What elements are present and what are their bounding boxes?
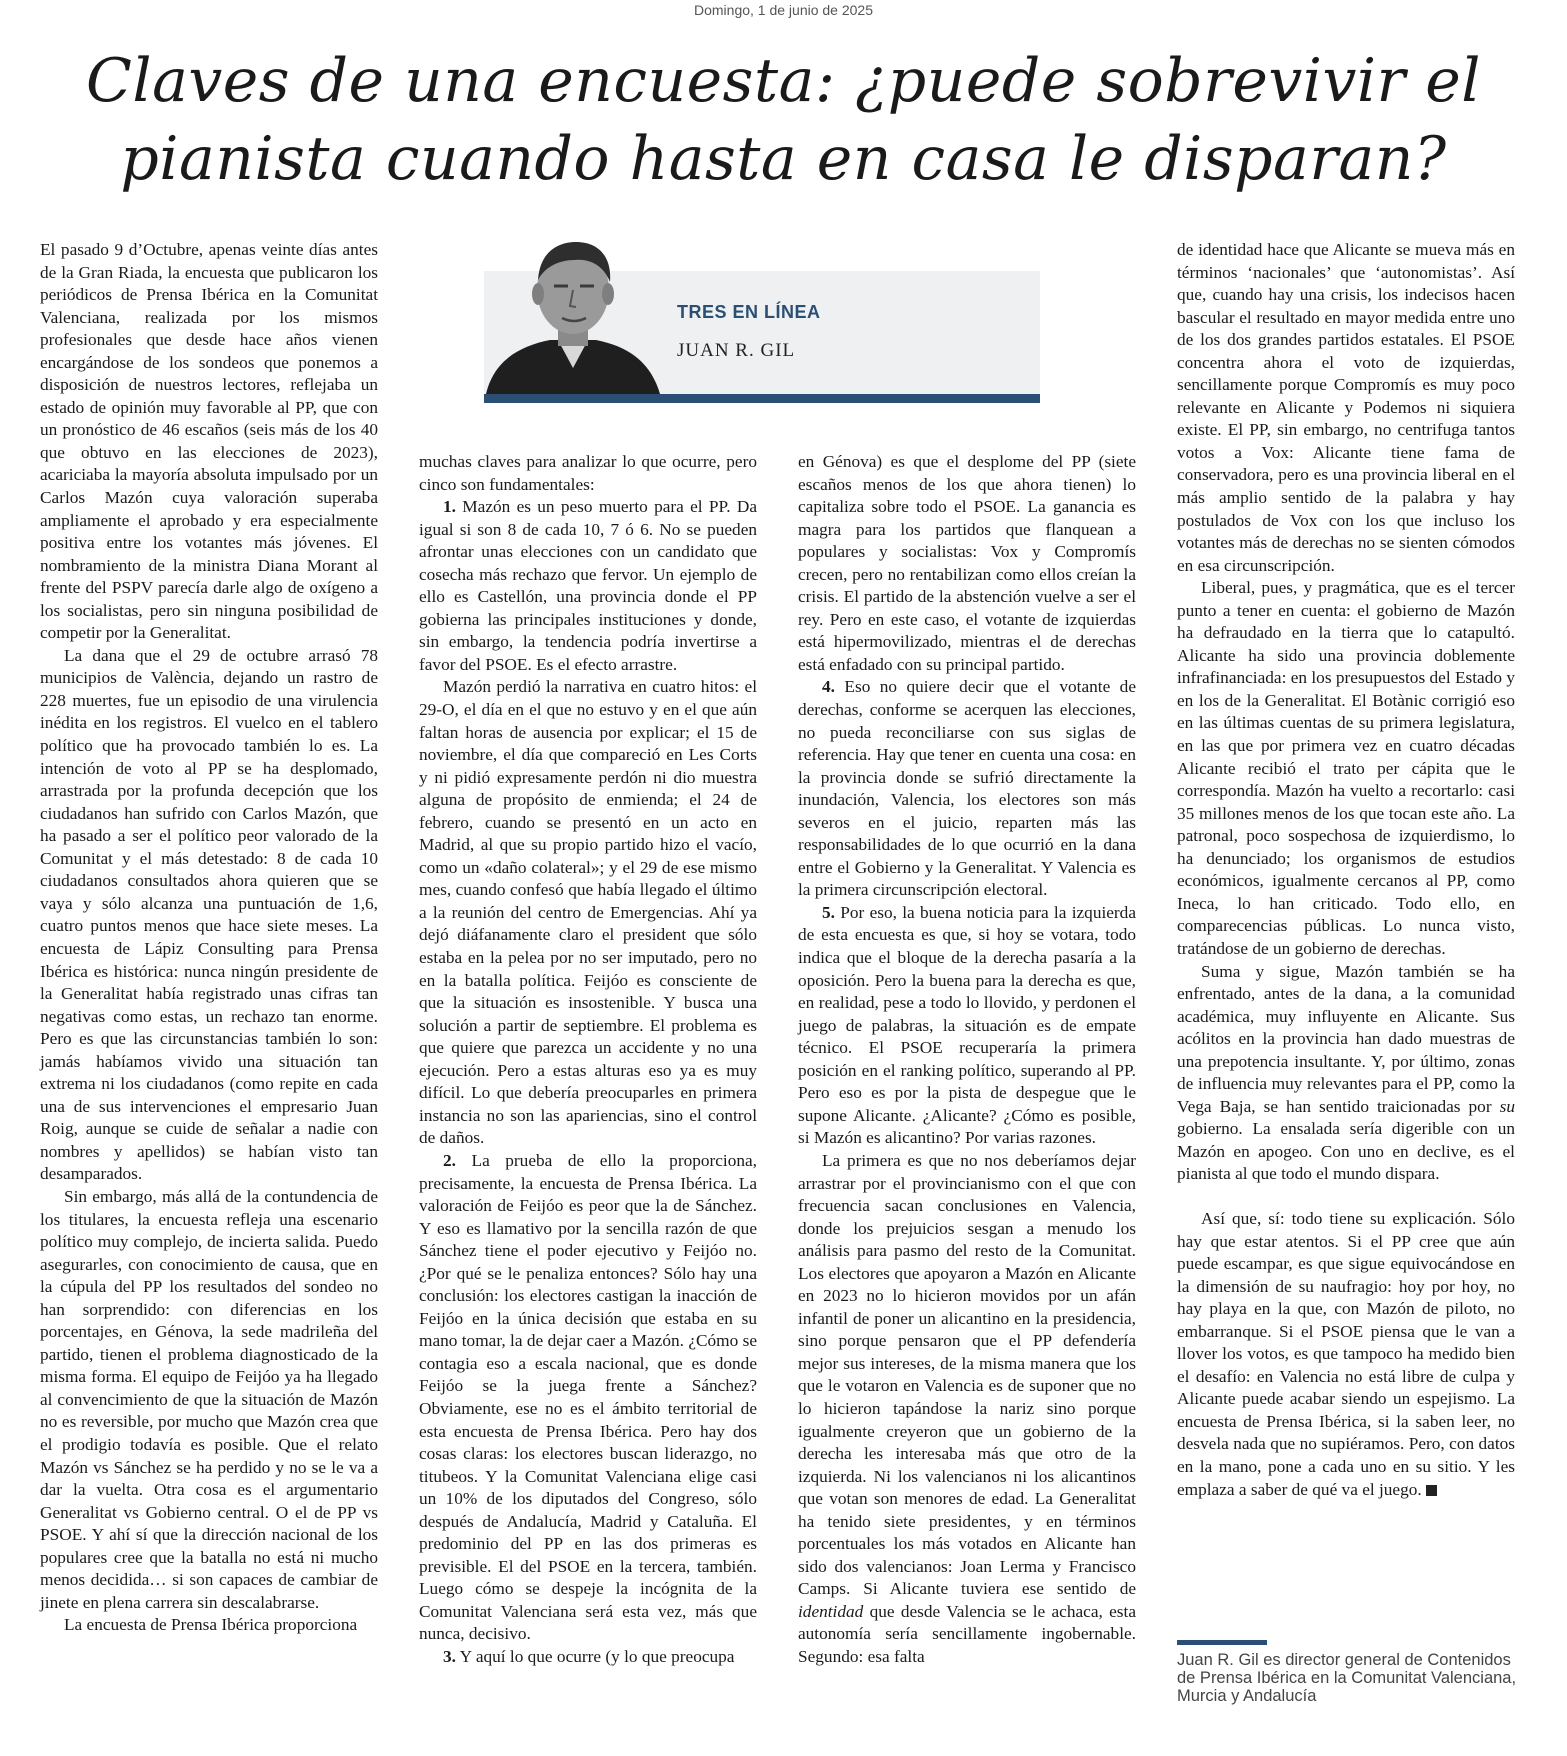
paragraph: El pasado 9 d’Octubre, apenas veinte días antes de la Gran Riada, la encuesta que publicaron los periódicos de Prensa Ibérica en la Comunitat Valenciana, realizada por los mismos profesionales que desde hace años vienen encargándose de los sondeos que ponemos a disposición de nuestros lectores, reflejaba un estado de opinión muy favorable al PP, que con un pronóstico de 46 escaños (seis más de los 40 que obtuvo en las elecciones de 2023), acariciaba la mayoría absoluta impulsado por un Carlos Mazón cuya valoración superaba ampliamente el aprobado y era especialmente positiva entre los votantes más jóvenes. El nombramiento de la ministra Diana Morant al frente del PSPV parecía darle algo de oxígeno a los socialistas, pero sin ninguna posibilidad de competir por la Generalitat. <box>40 240 378 643</box>
author-portrait <box>484 232 662 394</box>
paragraph: Sin embargo, más allá de la contundencia de los titulares, la encuesta refleja una escenario político muy complejo, de incierta salida. Puedo asegurarles, con conocimiento de causa, que en la cúpula del PP los resultados del sondeo no han sorprendido: con diferencias en los porcentajes, en Génova, la sede madrileña del partido, tienen el problema diagnosticado de la misma forma. El equipo de Feijóo ya ha llegado al convencimiento de que la situación de Mazón no es reversible, por mucho que Mazón crea que el prodigio todavía es posible. Que el relato Mazón vs Sánchez se ha perdido y no se le va a dar la vuelta. Otra cosa es el argumentario Generalitat vs Gobierno central. O el de PP vs PSOE. Y ahí sí que la dirección nacional de los populares cree que la batalla no está ni mucho menos decidida… si son capaces de cambiar de jinete en plena carrera sin descalabrarse. <box>40 1186 378 1612</box>
emphasis: su <box>1499 1096 1515 1116</box>
paragraph-text: Suma y sigue, Mazón también se ha enfrentado, antes de la dana, a la comunidad académica, muy influyente en Alicante. Sus acólitos en la provincia han dado muestras de una prepotencia insultante. Y, por último, zonas de influencia muy relevantes para el PP, como la Vega Baja, se han sentido traicionadas por <box>1177 961 1515 1116</box>
paragraph-text: La primera es que no nos deberíamos dejar arrastrar por el provincianismo con el que con frecuencia sacan conclusiones en Valencia, donde los prejuicios sesgan a menudo los análisis para pasmo del resto de la Comunitat. Los electores que apoyaron a Mazón en Alicante en 2023 no lo hicieron movidos por un afán infantil de poner un alicantino en la presidencia, sino porque pensaron que el PP defendería mejor sus intereses, de la misma manera que los que le votaron en Valencia es de suponer que no lo hicieron tapándose la nariz sino porque igualmente creyeron que un gobierno de la derecha les interesaba más que otro de la izquierda. Ni los valencianos ni los alicantinos que votan son menores de edad. La Generalitat ha tenido siete presidentes, y en términos porcentuales los más votados en Alicante han sido dos valencianos: Joan Lerma y Francisco Camps. Si Alicante tuviera ese sentido de <box>798 1150 1136 1599</box>
numbered-paragraph <box>419 1646 757 1669</box>
paragraph-text: que desde Valencia se le achaca, esta autonomía sería sencillamente ingobernable. Segundo: esa falta <box>798 1601 1136 1666</box>
article-column-4 <box>1177 239 1515 1501</box>
article-column-3 <box>798 451 1136 1669</box>
bio-rule <box>1177 1640 1267 1645</box>
point-number: 1. <box>443 497 456 517</box>
paragraph <box>1177 1208 1515 1501</box>
paragraph-text: Y aquí lo que ocurre (y lo que preocupa <box>459 1646 735 1666</box>
section-label: TRES EN LÍNEA <box>677 302 821 322</box>
paragraph: Mazón perdió la narrativa en cuatro hitos: el 29-O, el día en el que no estuvo y en el que aún faltan horas de ausencia por explicar; el 15 de noviembre, el día que compareció en Les Corts y ni pidió expresamente perdón ni dio muestra alguna de propósito de enmienda; el 24 de febrero, cuando se presentó en un acto en Madrid, al que su propio partido hizo el vacío, como un «daño colateral»; y el 29 de ese mismo mes, cuando confesó que había llegado el último a la reunión del centro de Emergencias. Ahí ya dejó diáfanamente claro el president que sólo estaba en la pelea por no ser imputado, pero no en la batalla política. Feijóo es consciente de que la situación es insostenible. Y busca una solución a partir de septiembre. El problema es que quiere que parezca un accidente y no una ejecución. Pero a estas alturas eso ya es muy difícil. Lo que debería preocuparles en primera instancia no son las apariencias, sino el control de daños. <box>419 677 757 1148</box>
paragraph-text: La prueba de ello la proporciona, precisamente, la encuesta de Prensa Ibérica. La valoración de Feijóo es peor que la de Sánchez. Y eso es llamativo por la sencilla razón de que Sánchez tiene el poder ejecutivo y Feijóo no. ¿Por qué se le penaliza entonces? Sólo hay una conclusión: los electores castigan la inacción de Feijóo en la única decisión que estaba en su mano tomar, la de dejar caer a Mazón. ¿Cómo se contagia eso a escala nacional, que es donde Feijóo se la juega frente a Sánchez? Obviamente, ese no es el ámbito territorial de esta encuesta de Prensa Ibérica. Pero hay dos cosas claras: los electores buscan liderazgo, no titubeos. Y la Comunitat Valenciana elige casi un 10% de los diputados del Congreso, sólo después de Andalucía, Madrid y Cataluña. El predominio del PP en las dos primeras es previsible. El del PSOE en la tercera, también. Luego cómo se despeje la incógnita de la Comunitat Valenciana será esta vez, más que nunca, decisivo. <box>419 1150 757 1644</box>
headline: Claves de una encuesta: ¿puede sobrevivir el pianista cuando hasta en casa le disparan? <box>86 46 1481 194</box>
point-number: 2. <box>443 1150 456 1170</box>
dateline: Domingo, 1 de junio de 2025 <box>693 2 874 18</box>
paragraph-text: Así que, sí: todo tiene su explicación. Sólo hay que estar atentos. Si el PP cree que aún puede escampar, es que sigue equivocándose en la dimensión de su naufragio: hoy por hoy, no hay playa en la que, con Mazón de piloto, no embarranque. Si el PSOE piensa que le van a llover los votos, es que tampoco ha medido bien el desafío: en Valencia no está libre de culpa y Alicante puede acabar siendo un espejismo. La encuesta de Prensa Ibérica, si la saben leer, no desvela nada que no supiéramos. Pero, con datos en la mano, pone a cada uno en su sitio. Y les emplaza a saber de qué va el juego. <box>1177 1208 1515 1499</box>
article-column-1 <box>40 239 378 1637</box>
author-name: JUAN R. GIL <box>677 340 796 361</box>
paragraph: muchas claves para analizar lo que ocurre, pero cinco son fundamentales: <box>419 452 757 494</box>
paragraph-text: Por eso, la buena noticia para la izquierda de esta encuesta es que, si hoy se votara, todo indica que el bloque de la derecha pasaría a la oposición. Pero la buena para la derecha es que, en realidad, pese a todo lo llovido, y perdonen el juego de palabras, la situación es de empate técnico. El PSOE recuperaría la primera posición en el ranking político, superando al PP. Pero eso es por la pista de despegue que le supone Alicante. ¿Alicante? ¿Cómo es posible, si Mazón es alicantino? Por varias razones. <box>798 902 1136 1148</box>
paragraph-text: gobierno. La ensalada sería digerible con un Mazón en apogeo. Con uno en declive, es el pianista al que todo el mundo dispara. <box>1177 1119 1515 1184</box>
paragraph: de identidad hace que Alicante se mueva más en términos ‘nacionales’ que ‘autonomistas’. Así que, cuando hay una crisis, los indecisos hacen bascular el resultado en mayor medida entre uno de los dos grandes partidos estatales. El PSOE concentra ahora el voto de izquierdas, sencillamente porque Compromís es muy poco relevante en Alicante y Podemos ni siquiera existe. El PP, sin embargo, no centrifuga tantos votos a Vox: Alicante tiene fama de conservadora, pero es una provincia liberal en el más amplio sentido de la palabra y hay postulados de Vox con los que incluso los votantes más de derechas no se sienten cómodos en esa circunscripción. <box>1177 240 1515 575</box>
paragraph <box>798 1150 1136 1669</box>
paragraph-text: Eso no quiere decir que el votante de derechas, conforme se acerquen las elecciones, no pueda reconciliarse con sus siglas de referencia. Hay que tener en cuenta una cosa: en la provincia donde se sufrió directamente la inundación, Valencia, los electores son más severos en el juicio, reparten más las responsabilidades de lo que ocurrió en la dana entre el Gobierno y la Generalitat. Y Valencia es la primera circunscripción electoral. <box>798 677 1136 900</box>
point-number: 5. <box>822 902 835 922</box>
paragraph <box>1177 961 1515 1186</box>
numbered-paragraph <box>419 1150 757 1646</box>
author-bio: Juan R. Gil es director general de Contenidos de Prensa Ibérica en la Comunitat Valenciana, Murcia y Andalucía <box>1177 1651 1517 1705</box>
emphasis: identidad <box>798 1601 864 1621</box>
paragraph: La encuesta de Prensa Ibérica proporciona <box>64 1615 358 1635</box>
numbered-paragraph <box>798 676 1136 901</box>
paragraph: en Génova) es que el desplome del PP (siete escaños menos de los que ahora tienen) lo capitaliza sobre todo el PSOE. La ganancia es magra para los partidos que flanquean a populares y socialistas: Vox y Compromís crecen, pero no rentabilizan como ellos creían la crisis. El partido de la abstención vuelve a ser el rey. Pero en este caso, el votante de izquierdas está hipermovilizado, mientras el de derechas está enfadado con su principal partido. <box>798 452 1136 674</box>
paragraph: La dana que el 29 de octubre arrasó 78 municipios de València, dejando un rastro de 228 muertes, fue un episodio de una virulencia inédita en los registros. El vuelco en el tablero político que ha provocado también lo es. La intención de voto al PP se ha desplomado, arrastrada por la profunda decepción que los ciudadanos han sufrido con Carlos Mazón, que ha pasado a ser el político peor valorado de la Comunitat y el más detestado: 8 de cada 10 ciudadanos consultados ahora quieren que se vaya y sólo alcanza una puntuación de 1,6, cuatro puntos menos que hace siete meses. La encuesta de Lápiz Consulting para Prensa Ibérica es histórica: nunca ningún presidente de la Generalitat había registrado unas cifras tan negativas como estas, un rechazo tan enorme. Pero es que las circunstancias también lo son: jamás habíamos vivido una situación tan extrema ni los ciudadanos (como repite en cada una de sus intervenciones el empresario Juan Roig, aunque se cuide de señalar a nadie con nombres y apellidos) se habían visto tan desamparados. <box>40 645 378 1184</box>
paragraph: Liberal, pues, y pragmática, que es el tercer punto a tener en cuenta: el gobierno de Mazón ha defraudado en la tierra que lo catapultó. Alicante ha sido una provincia doblemente infrafinanciada: en los presupuestos del Estado y en los de la Generalitat. El Botànic corrigió eso en las últimas cuentas de su primera legislatura, en las que por primera vez en cuatro décadas Alicante recibió el trato per cápita que le correspondía. Mazón ha vuelto a recortarlo: casi 35 millones menos de los que tocan este año. La patronal, poco sospechosa de izquierdismo, lo ha denunciado; los organismos de estudios económicos, igualmente cercanos al PP, como Ineca, lo han criticado. Todo ello, en comparecencias públicas. Lo nunca visto, tratándose de un gobierno de derechas. <box>1177 578 1515 958</box>
numbered-paragraph <box>798 902 1136 1150</box>
point-number: 4. <box>822 677 835 697</box>
point-number: 3. <box>443 1646 456 1666</box>
end-square-icon <box>1426 1485 1437 1496</box>
numbered-paragraph <box>419 496 757 676</box>
paragraph-text: Mazón es un peso muerto para el PP. Da igual si son 8 de cada 10, 7 ó 6. No se pueden afrontar unas elecciones con un candidato que cosecha más rechazo que fervor. Un ejemplo de ello es Castellón, una provincia donde el PP gobierna las principales instituciones y donde, sin embargo, la tendencia podría invertirse a favor del PSOE. Es el efecto arrastre. <box>419 497 757 674</box>
article-column-2 <box>419 451 757 1669</box>
